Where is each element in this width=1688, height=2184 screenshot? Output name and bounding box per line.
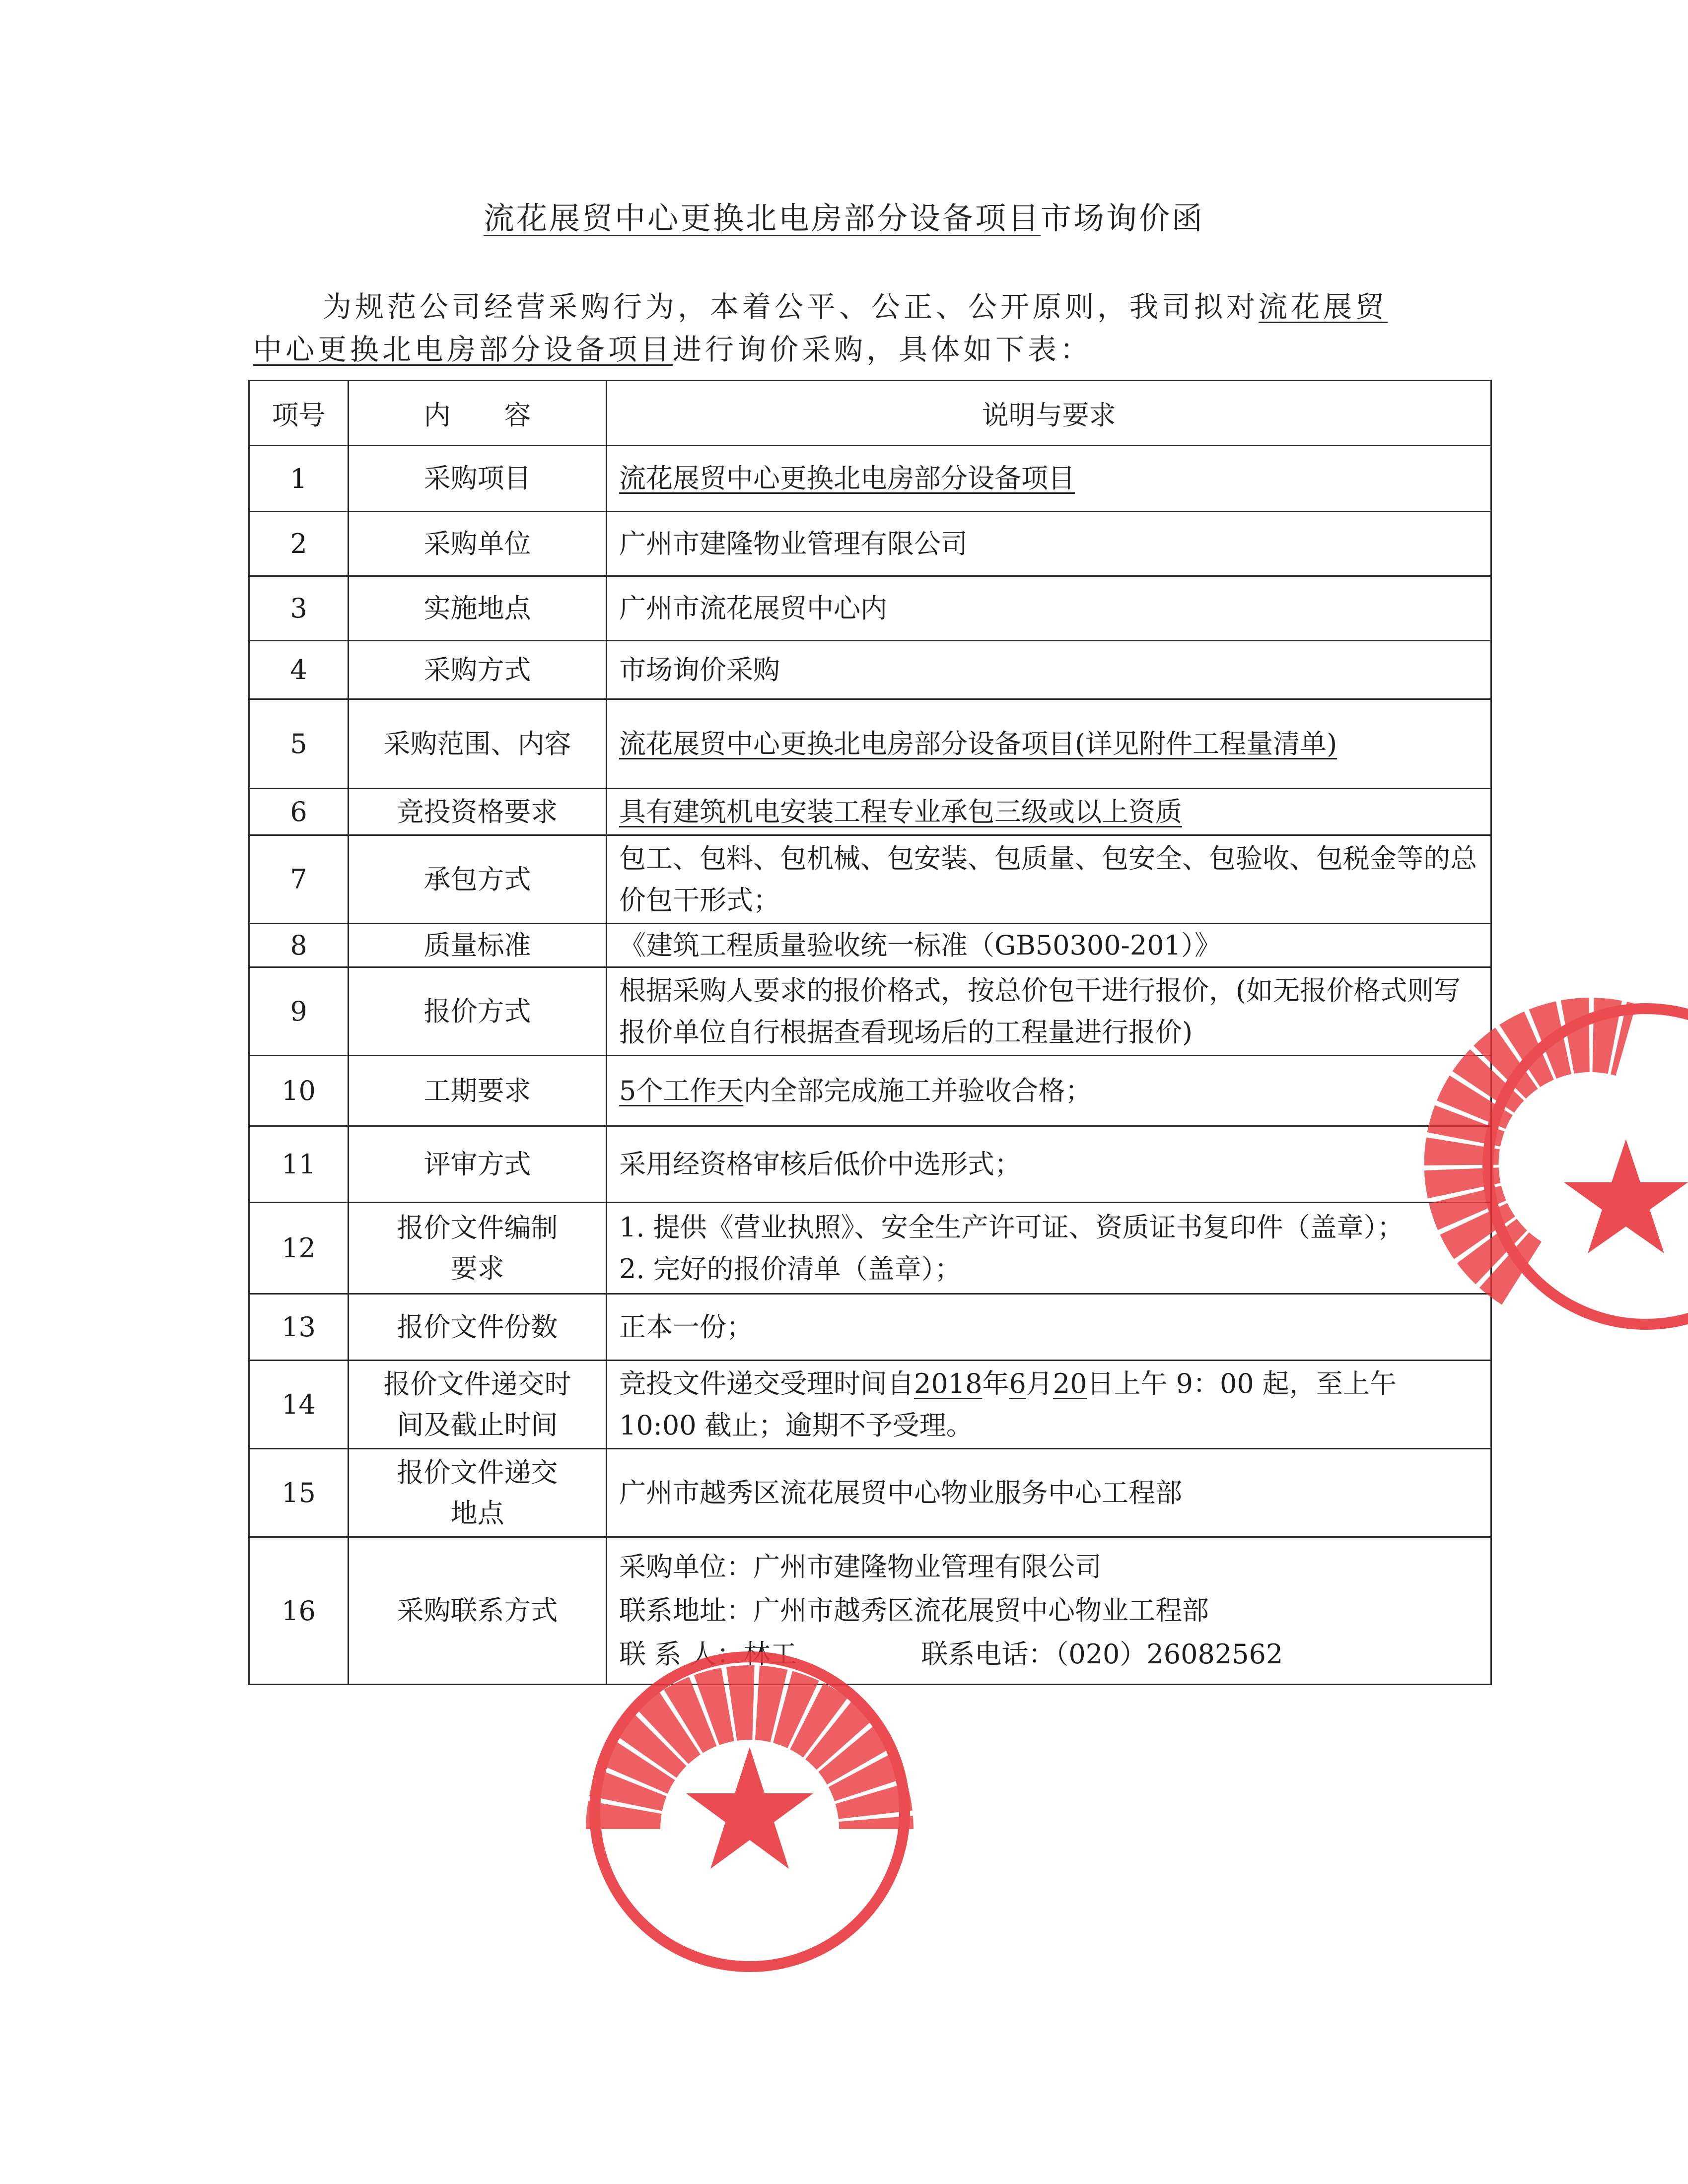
table-row: 11 评审方式 采用经资格审核后低价中选形式； [249, 1126, 1491, 1203]
header-num: 项号 [249, 381, 349, 446]
table-row: 8 质量标准 《建筑工程质量验收统一标准（GB50300-201）》 [249, 924, 1491, 967]
page-title [0, 194, 1688, 238]
table-row: 15 报价文件递交 地点 广州市越秀区流花展贸中心物业服务中心工程部 [249, 1449, 1491, 1537]
intro-paragraph: 为规范公司经营采购行为，本着公平、公正、公开原则，我司拟对流花展贸中心更换北电房部分设备项目进行询价采购，具体如下表： [253, 290, 1388, 366]
table-row: 7 承包方式 包工、包料、包机械、包安装、包质量、包安全、包验收、包税金等的总价包干形式； [249, 835, 1491, 924]
date-day: 20 [1053, 1367, 1087, 1399]
date-month: 6 [1009, 1367, 1026, 1399]
company-seal [583, 1645, 916, 1978]
seal-star-icon [686, 1747, 813, 1869]
header-desc: 说明与要求 [607, 381, 1491, 446]
company-seal-edge [1477, 995, 1688, 1343]
table-row: 13 报价文件份数 正本一份； [249, 1294, 1491, 1361]
table-row: 6 竞投资格要求 具有建筑机电安装工程专业承包三级或以上资质 [249, 789, 1491, 835]
table-row: 1 采购项目 流花展贸中心更换北电房部分设备项目 [249, 446, 1491, 512]
table-row: 16 采购联系方式 采购单位：广州市建隆物业管理有限公司 联系地址：广州市越秀区流花展贸中心物业工程部 联 系 人：林工 联系电话：（020）26082562 [249, 1537, 1491, 1685]
header-item: 内 容 [349, 381, 607, 446]
date-year: 2018 [914, 1367, 983, 1399]
requirements-table [248, 380, 1492, 1685]
table-row: 5 采购范围、内容 流花展贸中心更换北电房部分设备项目(详见附件工程量清单) [249, 699, 1491, 789]
table-row: 9 报价方式 根据采购人要求的报价格式，按总价包干进行报价，(如无报价格式则写报价单位自行根据查看现场后的工程量进行报价) [249, 967, 1491, 1056]
intro-project-name: 流花展贸中心更换北电房部分设备项目 [253, 290, 1388, 366]
table-row: 3 实施地点 广州市流花展贸中心内 [249, 576, 1491, 641]
table-row: 12 报价文件编制 要求 1. 提供《营业执照》、安全生产许可证、资质证书复印件（盖章）； 2. 完好的报价清单（盖章）； [249, 1203, 1491, 1294]
table-row: 2 采购单位 广州市建隆物业管理有限公司 [249, 512, 1491, 576]
title-project-name: 流花展贸中心更换北电房部分设备项目 [483, 200, 1041, 236]
table-header-row [249, 381, 1491, 446]
title-suffix: 市场询价函 [1041, 200, 1205, 236]
seal-edge-star-icon [1564, 1139, 1688, 1253]
table-row: 14 报价文件递交时 间及截止时间 竞投文件递交受理时间自2018年6月20日上午 9：00 起，至上午 10:00 截止；逾期不予受理。 [249, 1361, 1491, 1449]
table-row: 10 工期要求 5个工作天内全部完成施工并验收合格； [249, 1056, 1491, 1126]
table-row: 4 采购方式 市场询价采购 [249, 641, 1491, 699]
